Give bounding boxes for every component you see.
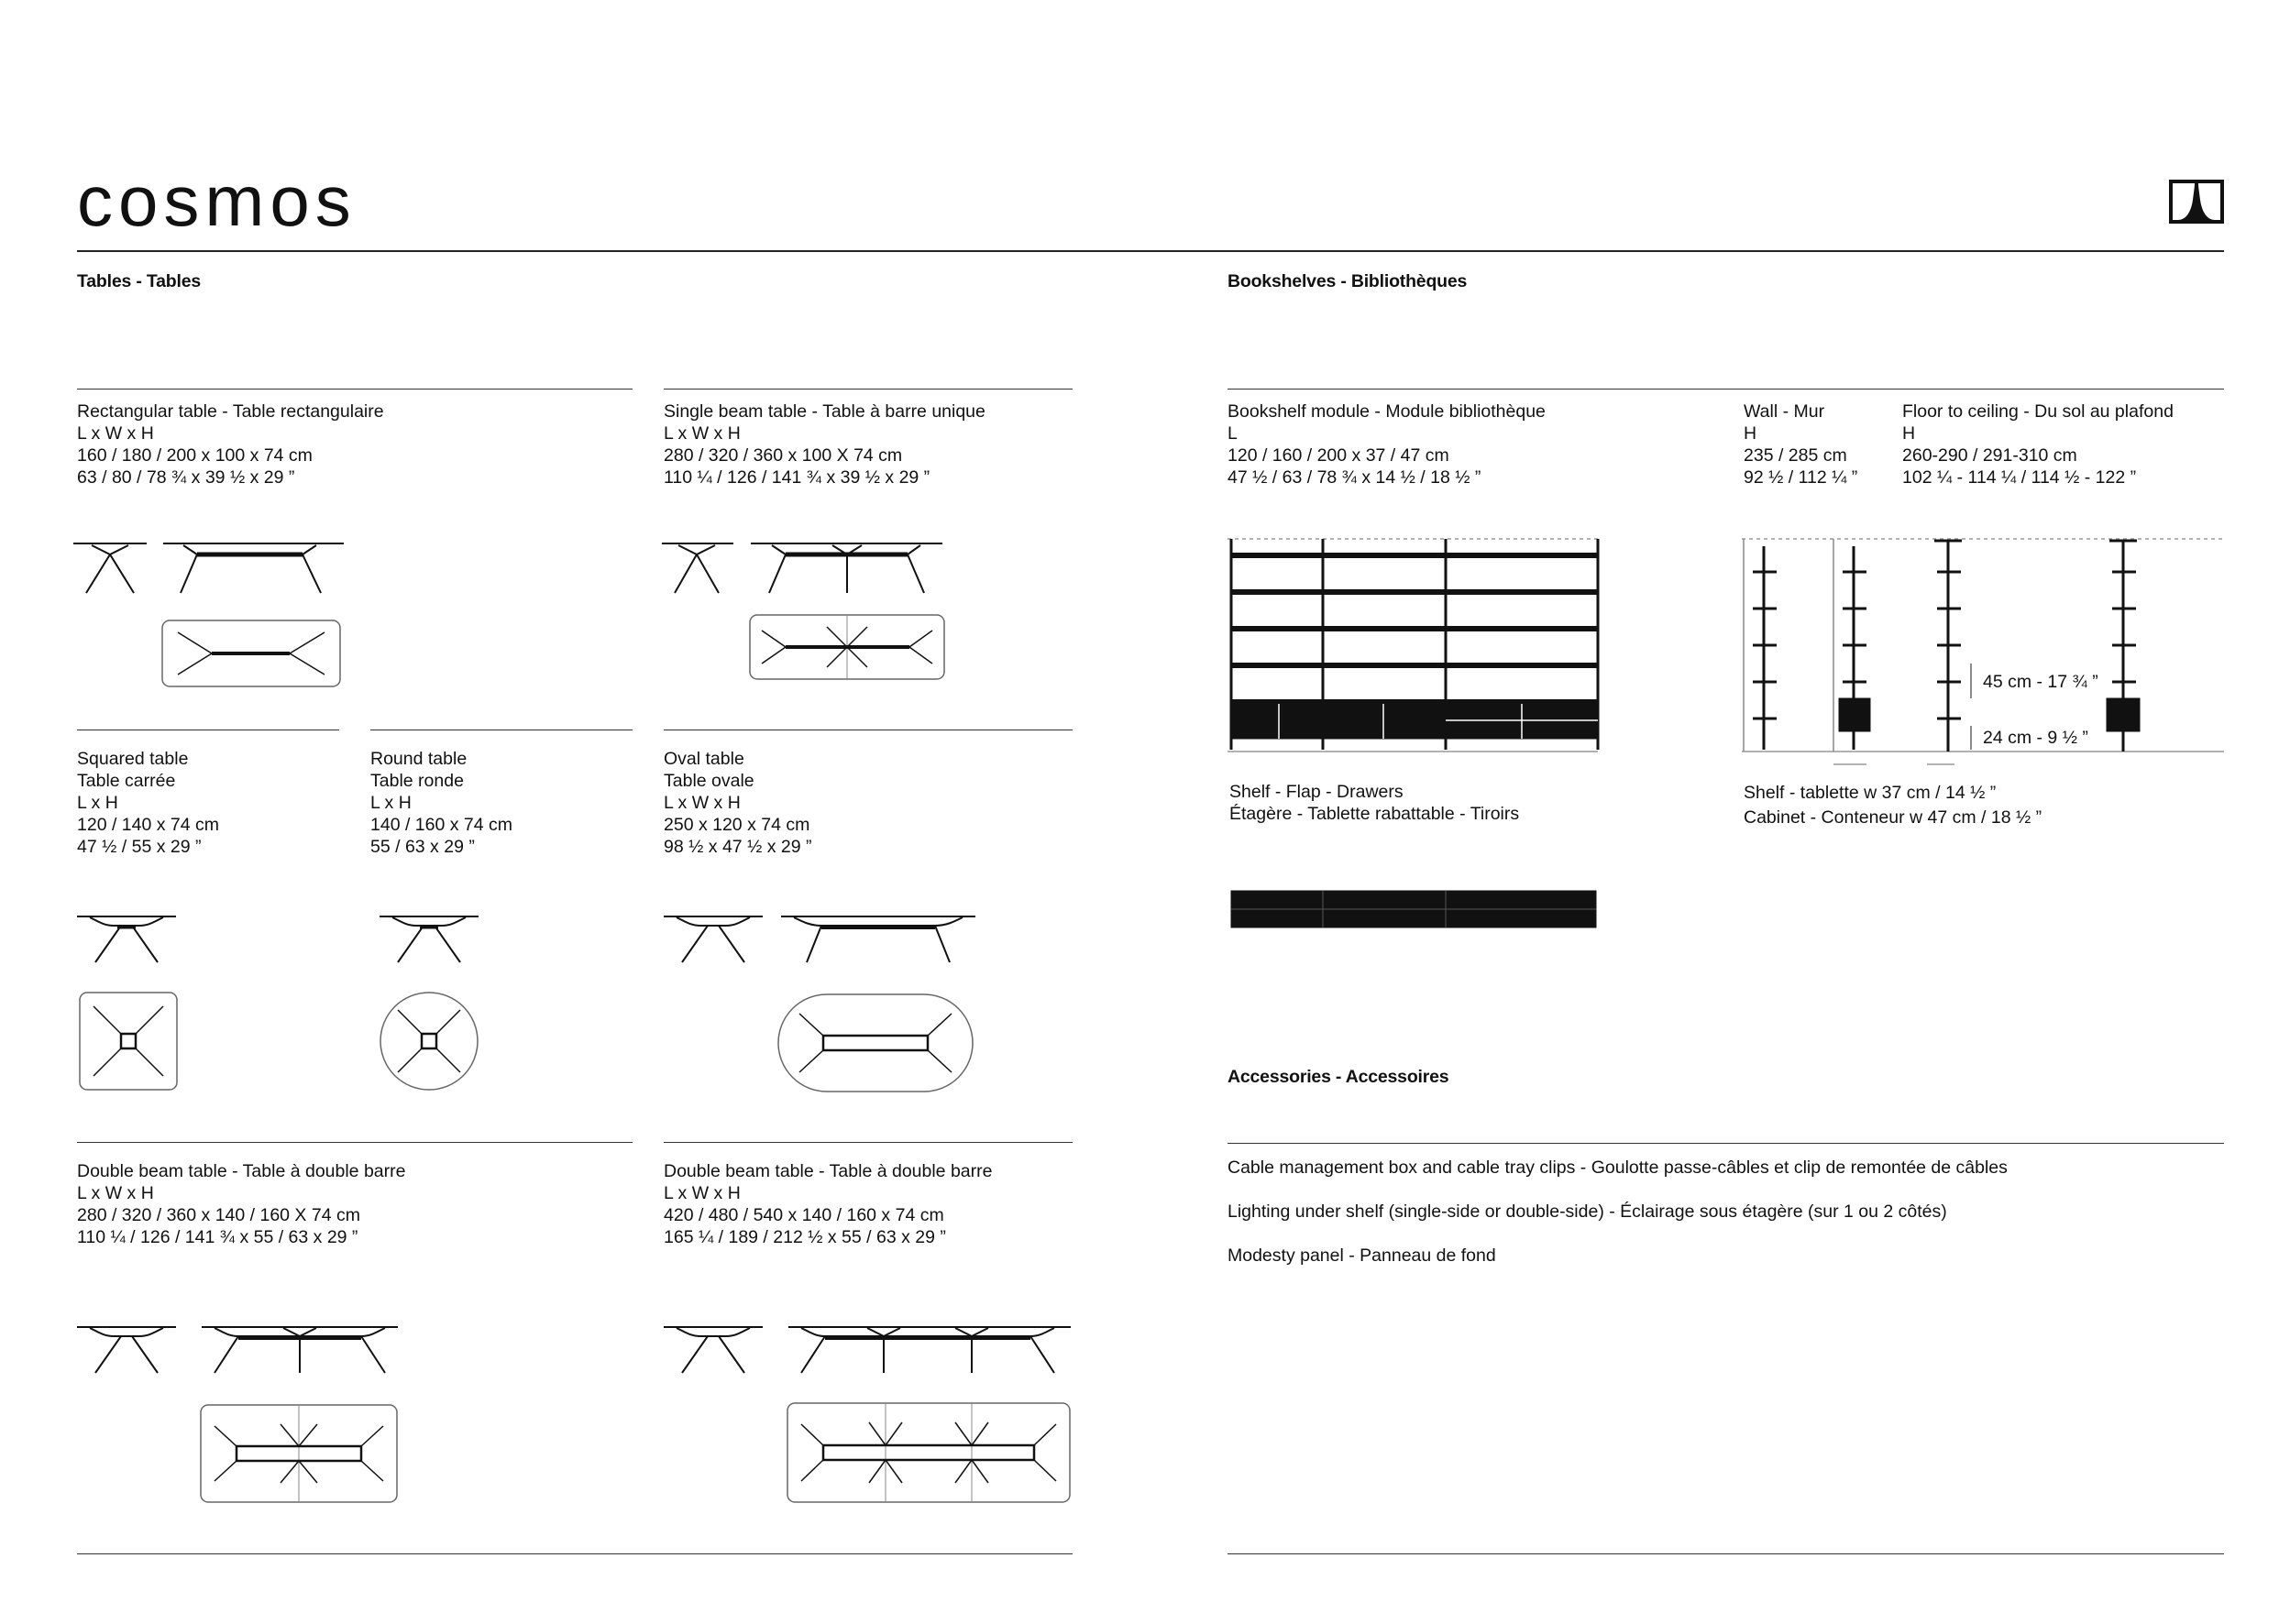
oval-table-top-drawing <box>777 993 974 1092</box>
spec-name: Wall - Mur <box>1744 401 1825 422</box>
spec-inch: 165 ¼ / 189 / 212 ½ x 55 / 63 x 29 ” <box>664 1227 946 1247</box>
double-beam-table-spec <box>77 1160 405 1248</box>
spec-cm: 420 / 480 / 540 x 140 / 160 x 74 cm <box>664 1205 944 1225</box>
spec-name: Rectangular table - Table rectangulaire <box>77 401 384 422</box>
header-rule <box>77 250 2224 252</box>
spec-name: Bookshelf module - Module bibliothèque <box>1228 401 1546 422</box>
spec-name: Double beam table - Table à double barre <box>664 1161 993 1181</box>
spec-inch: 92 ½ / 112 ¼ ” <box>1744 467 1858 488</box>
squared-table-top-drawing <box>79 992 178 1091</box>
shelf-types-en: Shelf - Flap - Drawers <box>1229 782 1404 802</box>
divider <box>1228 1143 2224 1144</box>
spec-name: Round table <box>370 749 468 769</box>
spec-cm: 280 / 320 / 360 x 100 X 74 cm <box>664 445 903 466</box>
spec-dims-label: H <box>1744 423 1757 444</box>
gap-24-label: 24 cm - 9 ½ ” <box>1983 728 2088 748</box>
rectangular-table-spec <box>77 401 384 488</box>
spec-inch: 47 ½ / 63 / 78 ¾ x 14 ½ / 18 ½ ” <box>1228 467 1481 488</box>
page-title: cosmos <box>77 160 357 241</box>
footer-rule <box>77 1553 1073 1554</box>
spec-dims-label: L x H <box>77 793 118 813</box>
tables-heading: Tables - Tables <box>77 271 201 291</box>
double-beam-table-large-spec <box>664 1160 992 1248</box>
spec-dims-label: L x H <box>370 793 412 813</box>
rectangular-table-side-drawing <box>73 536 348 600</box>
single-beam-table-spec <box>664 401 985 488</box>
spec-inch: 110 ¼ / 126 / 141 ¾ x 55 / 63 x 29 ” <box>77 1227 358 1247</box>
spec-inch: 110 ¼ / 126 / 141 ¾ x 39 ½ x 29 ” <box>664 467 930 488</box>
accessory-item: Cable management box and cable tray clips - Goulotte passe-câbles et clip de remontée de câbles <box>1228 1158 2008 1178</box>
shelf-width: Shelf - tablette w 37 cm / 14 ½ ” <box>1744 783 1997 803</box>
accessory-item: Modesty panel - Panneau de fond <box>1228 1245 1496 1266</box>
double-beam-table-large-top-drawing <box>787 1402 1071 1503</box>
shelf-widths-text <box>1744 781 2042 830</box>
spec-dims-label: L x W x H <box>664 423 741 444</box>
bookshelves-heading: Bookshelves - Bibliothèques <box>1228 271 1468 291</box>
spec-name: Double beam table - Table à double barre <box>77 1161 406 1181</box>
spec-cm: 160 / 180 / 200 x 100 x 74 cm <box>77 445 313 466</box>
shelf-types-text <box>1229 781 1519 825</box>
shelf-types-fr: Étagère - Tablette rabattable - Tiroirs <box>1229 804 1520 824</box>
footer-rule <box>1228 1553 2224 1554</box>
spec-cm: 235 / 285 cm <box>1744 445 1847 466</box>
double-beam-table-side-drawing <box>77 1323 400 1377</box>
spec-name-fr: Table ronde <box>370 771 464 791</box>
divider <box>664 1142 1073 1143</box>
oval-table-spec <box>664 748 812 858</box>
spec-dims-label: L x W x H <box>664 1183 741 1203</box>
spec-inch: 63 / 80 / 78 ¾ x 39 ½ x 29 ” <box>77 467 295 488</box>
spec-dims-label: L x W x H <box>664 793 741 813</box>
spec-cm: 140 / 160 x 74 cm <box>370 815 513 835</box>
bookshelf-front-drawing <box>1228 537 1598 753</box>
spec-name: Oval table <box>664 749 744 769</box>
spec-dims-label: L <box>1228 423 1238 444</box>
divider <box>77 389 633 390</box>
spec-inch: 102 ¼ - 114 ¼ / 114 ½ - 122 ” <box>1902 467 2137 488</box>
accessory-item: Lighting under shelf (single-side or double-side) - Éclairage sous étagère (sur 1 ou 2 côtés) <box>1228 1202 1947 1222</box>
floor-ceiling-spec <box>1902 401 2174 488</box>
spec-cm: 280 / 320 / 360 x 140 / 160 X 74 cm <box>77 1205 360 1225</box>
spec-name: Single beam table - Table à barre unique <box>664 401 985 422</box>
spec-cm: 250 x 120 x 74 cm <box>664 815 810 835</box>
rectangular-table-top-drawing <box>161 620 341 687</box>
round-table-top-drawing <box>380 992 479 1091</box>
oval-table-side-drawing <box>664 913 977 966</box>
double-beam-table-large-side-drawing <box>664 1323 1073 1377</box>
squared-table-side-drawing <box>77 913 180 966</box>
single-beam-table-side-drawing <box>662 536 946 600</box>
spec-dims-label: L x W x H <box>77 423 154 444</box>
divider <box>664 389 1073 390</box>
spec-name: Floor to ceiling - Du sol au plafond <box>1902 401 2174 422</box>
spec-inch: 47 ½ / 55 x 29 ” <box>77 837 202 857</box>
double-beam-table-top-drawing <box>200 1404 398 1503</box>
spec-name: Squared table <box>77 749 189 769</box>
cabinet-width: Cabinet - Conteneur w 47 cm / 18 ½ ” <box>1744 807 2042 828</box>
spec-name-fr: Table carrée <box>77 771 176 791</box>
spec-dims-label: L x W x H <box>77 1183 154 1203</box>
gap-45-label: 45 cm - 17 ¾ ” <box>1983 672 2098 692</box>
shelf-plan-drawing <box>1228 889 1600 929</box>
spec-inch: 98 ½ x 47 ½ x 29 ” <box>664 837 812 857</box>
divider <box>1228 389 2224 390</box>
wall-spec <box>1744 401 1857 488</box>
round-table-side-drawing <box>380 913 482 966</box>
tacchini-logo-icon <box>2169 180 2224 224</box>
spec-dims-label: H <box>1902 423 1916 444</box>
single-beam-table-top-drawing <box>749 614 945 682</box>
squared-table-spec <box>77 748 219 858</box>
divider <box>77 1142 633 1143</box>
spec-cm: 120 / 160 / 200 x 37 / 47 cm <box>1228 445 1449 466</box>
spec-inch: 55 / 63 x 29 ” <box>370 837 475 857</box>
spec-cm: 120 / 140 x 74 cm <box>77 815 220 835</box>
spec-name-fr: Table ovale <box>664 771 754 791</box>
spec-cm: 260-290 / 291-310 cm <box>1902 445 2077 466</box>
round-table-spec <box>370 748 512 858</box>
accessories-heading: Accessories - Accessoires <box>1228 1067 1449 1087</box>
bookshelf-module-spec <box>1228 401 1546 488</box>
